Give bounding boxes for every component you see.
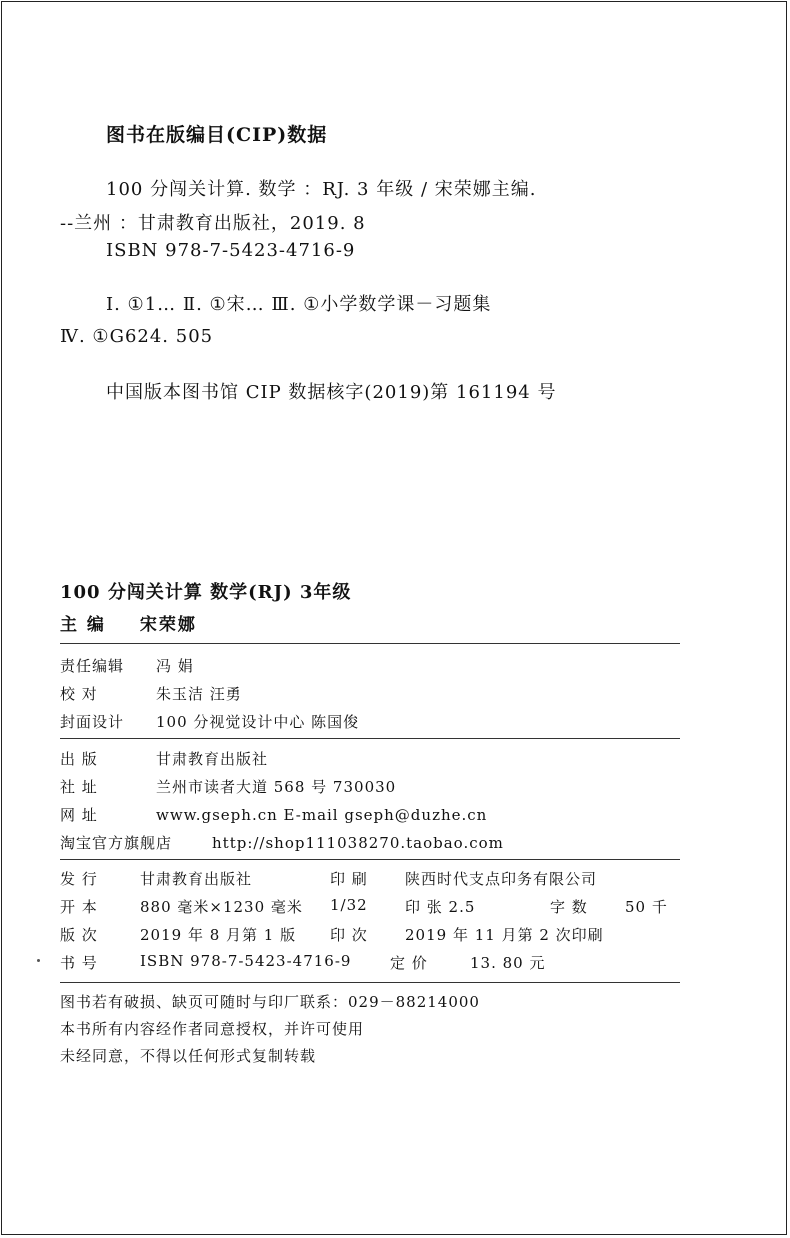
publisher-label: 出 版 — [60, 750, 98, 768]
spec-value: 2019 年 11 月第 2 次印刷 — [405, 926, 604, 944]
spec-value: 甘肃教育出版社 — [140, 870, 253, 888]
publisher-label: 社 址 — [60, 778, 98, 796]
notice-line: 本书所有内容经作者同意授权，并许可使用 — [60, 1020, 365, 1038]
spec-label: 开 本 — [60, 898, 98, 916]
publisher-row — [60, 804, 487, 825]
divider — [60, 643, 680, 644]
ink-speck — [37, 959, 40, 962]
spec-label: 字 数 — [550, 898, 588, 916]
staff-label: 校 对 — [60, 685, 98, 703]
spec-value: 印 张 2.5 — [405, 898, 476, 916]
publisher-label: 淘宝官方旗舰店 — [60, 834, 173, 852]
cip-classification-1: Ⅰ. ①1… Ⅱ. ①宋… Ⅲ. ①小学数学课－习题集 — [106, 294, 492, 315]
publisher-row — [60, 748, 268, 769]
spec-row — [60, 896, 680, 918]
notice-line: 未经同意，不得以任何形式复制转载 — [60, 1047, 317, 1065]
cip-title: 图书在版编目(CIP)数据 — [106, 124, 328, 146]
staff-label: 责任编辑 — [60, 657, 125, 675]
staff-value: 100 分视觉设计中心 陈国俊 — [156, 713, 360, 731]
spec-value: ISBN 978-7-5423-4716-9 — [140, 952, 352, 970]
cip-line-1: 100 分闯关计算. 数学 ：RJ. 3 年级 / 宋荣娜主编. — [106, 179, 537, 200]
spec-label: 发 行 — [60, 870, 98, 888]
staff-row — [60, 711, 359, 732]
spec-row — [60, 868, 680, 890]
spec-label: 印 次 — [330, 926, 368, 944]
spec-value: 1/32 — [330, 896, 368, 914]
chief-editor-label: 主 编 — [60, 615, 106, 635]
staff-value: 朱玉洁 汪勇 — [156, 685, 242, 703]
publisher-value: http://shop111038270.taobao.com — [212, 834, 504, 852]
spec-label: 版 次 — [60, 926, 98, 944]
publisher-row — [60, 832, 504, 853]
spec-value: 2019 年 8 月第 1 版 — [140, 926, 297, 944]
cip-record-number: 中国版本图书馆 CIP 数据核字(2019)第 161194 号 — [106, 382, 557, 403]
cip-line-2: --兰州 ：甘肃教育出版社，2019. 8 — [60, 213, 366, 234]
publisher-row — [60, 776, 396, 797]
staff-value: 冯 娟 — [156, 657, 194, 675]
spec-label: 印 刷 — [330, 870, 368, 888]
cip-classification-2: Ⅳ. ①G624. 505 — [60, 326, 214, 347]
notice-line: 图书若有破损、缺页可随时与印厂联系：029－88214000 — [60, 993, 480, 1011]
chief-editor-value: 宋荣娜 — [139, 615, 197, 635]
spec-value: 50 千 — [625, 898, 668, 916]
spec-label: 书 号 — [60, 954, 98, 972]
spec-value: 13. 80 元 — [470, 954, 546, 972]
divider — [60, 738, 680, 739]
spec-value: 陕西时代支点印务有限公司 — [405, 870, 598, 888]
chief-editor — [60, 610, 197, 635]
spec-label: 定 价 — [390, 954, 428, 972]
staff-row — [60, 655, 194, 676]
spec-row — [60, 952, 680, 974]
cip-isbn: ISBN 978-7-5423-4716-9 — [106, 240, 356, 261]
book-title: 100 分闯关计算 数学(RJ) 3年级 — [60, 582, 352, 603]
divider — [60, 982, 680, 983]
staff-label: 封面设计 — [60, 713, 125, 731]
publisher-value: www.gseph.cn E-mail gseph@duzhe.cn — [156, 806, 488, 824]
divider — [60, 859, 680, 860]
staff-row — [60, 683, 242, 704]
publisher-label: 网 址 — [60, 806, 98, 824]
spec-row — [60, 924, 680, 946]
spec-value: 880 毫米×1230 毫米 — [140, 898, 303, 916]
publisher-value: 甘肃教育出版社 — [156, 750, 269, 768]
publisher-value: 兰州市读者大道 568 号 730030 — [156, 778, 397, 796]
